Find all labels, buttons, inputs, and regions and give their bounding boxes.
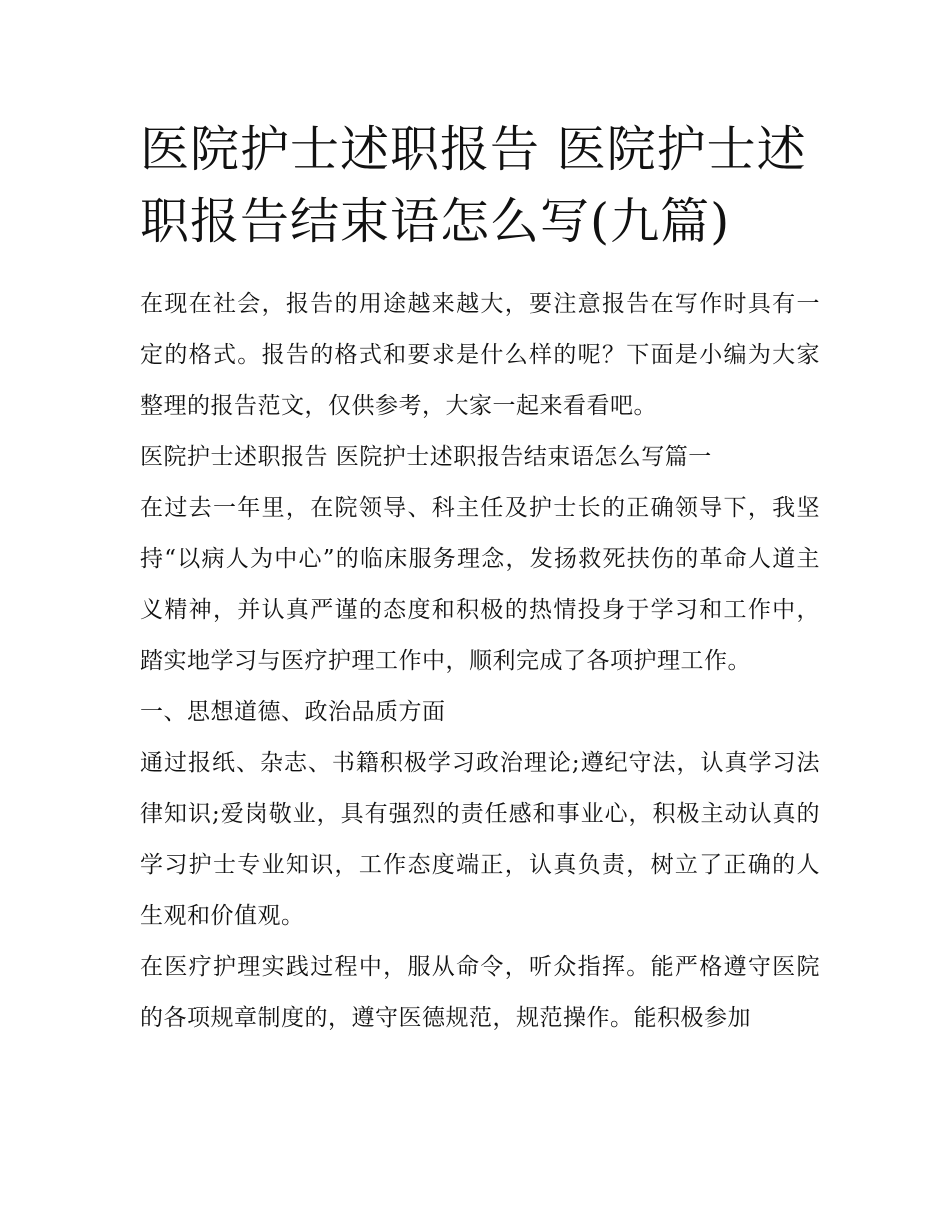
- document-body: [140, 279, 820, 1044]
- document-title: 医院护士述职报告 医院护士述职报告结束语怎么写(九篇): [140, 121, 807, 250]
- subsection-heading-ideology: 一、思想道德、政治品质方面: [140, 699, 446, 725]
- body-paragraph: 在过去一年里，在院领导、科主任及护士长的正确领导下，我坚持“以病人为中心”的临床服务理念，发扬救死扶伤的革命人道主义精神，并认真严谨的态度和积极的热情投身于学习和工作中，踏实地学习与医疗护理工作中，顺利完成了各项护理工作。: [140, 495, 820, 674]
- section-heading-part-one: 医院护士述职报告 医院护士述职报告结束语怎么写篇一: [140, 444, 712, 470]
- body-paragraph: 通过报纸、杂志、书籍积极学习政治理论;遵纪守法，认真学习法律知识;爱岗敬业，具有强烈的责任感和事业心，积极主动认真的学习护士专业知识，工作态度端正，认真负责，树立了正确的人生观和价值观。: [140, 750, 820, 929]
- body-paragraph: 在医疗护理实践过程中，服从命令，听众指挥。能严格遵守医院的各项规章制度的，遵守医德规范，规范操作。能积极参加: [140, 954, 820, 1031]
- intro-paragraph: 在现在社会，报告的用途越来越大，要注意报告在写作时具有一定的格式。报告的格式和要求是什么样的呢？下面是小编为大家整理的报告范文，仅供参考，大家一起来看看吧。: [140, 291, 820, 419]
